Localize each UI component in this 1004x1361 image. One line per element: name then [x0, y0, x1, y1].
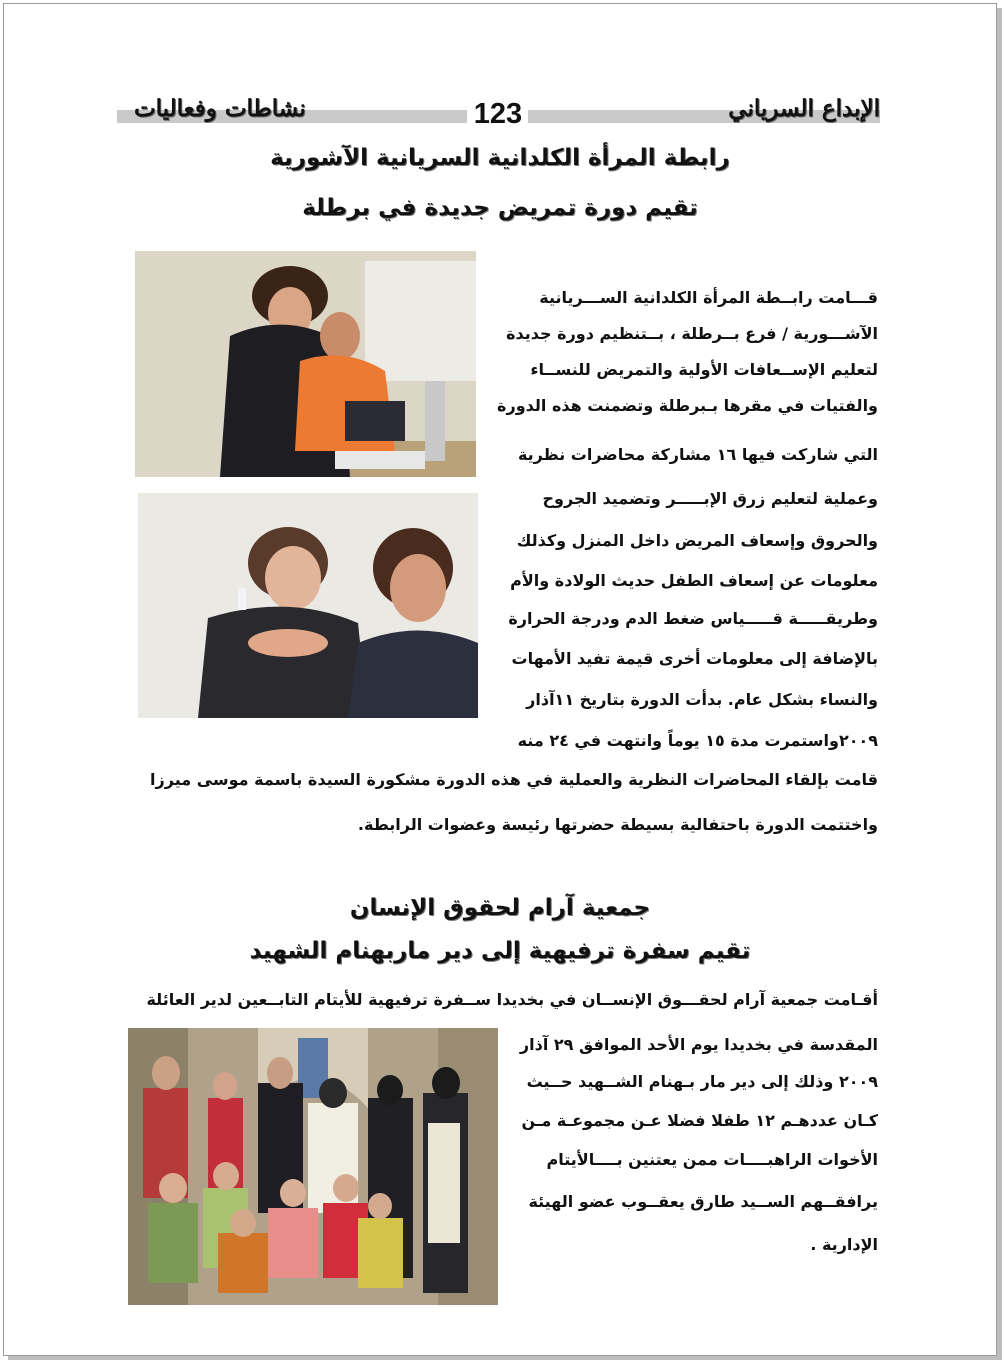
article1-title: رابطة المرأة الكلدانية السريانية الآشورية — [270, 145, 730, 171]
article1-text-line: وعملية لتعليم زرق الإبـــــر وتضميد الجروح — [542, 489, 878, 508]
article1-text-line: التي شاركت فيها ١٦ مشاركة محاضرات نظرية — [517, 445, 878, 464]
article1-text-line: قـــامت رابــطة المرأة الكلدانية الســـريانية — [539, 288, 878, 307]
article2-text-line: ٢٠٠٩ وذلك إلى دير مار بـهنام الشــهيد حــيث — [526, 1072, 878, 1091]
article2-text-line: الأخوات الراهبــــات ممن يعتنين بــــالأيتام — [546, 1150, 878, 1169]
page-number: 123 — [473, 98, 523, 130]
article1-text-line: وطريقـــــة قـــــياس ضغط الدم ودرجة الحرارة — [508, 609, 878, 628]
article2-title: جمعية آرام لحقوق الإنسان — [349, 895, 651, 921]
article1-subtitle: تقيم دورة تمريض جديدة في برطلة — [302, 195, 698, 221]
article1-text-line: والنساء بشكل عام. بدأت الدورة بتاريخ ١١آذار — [526, 690, 878, 709]
article1-text-line: والفتيات في مقرها بـبرطلة وتضمنت هذه الدورة — [497, 396, 878, 415]
section-label: نشاطات وفعاليات — [134, 95, 306, 122]
article2-text-line: المقدسة في بخديدا يوم الأحد الموافق ٢٩ آذار — [519, 1035, 878, 1054]
article2-text-line: الإدارية . — [810, 1235, 878, 1254]
article1-full-line: واختتمت الدورة باحتفالية بسيطة حضرتها رئيسة وعضوات الرابطة. — [357, 815, 878, 834]
magazine-name: الإبداع السرياني — [728, 95, 880, 122]
monastery-trip-group-photo — [128, 1028, 498, 1305]
page-shadow-right — [997, 8, 1002, 1358]
page-shadow-bottom — [8, 1356, 1002, 1360]
article1-text-line: ٢٠٠٩واستمرت مدة ١٥ يوماً وانتهت في ٢٤ منه — [517, 731, 878, 750]
article1-text-line: بالإضافة إلى معلومات أخرى قيمة تفيد الأمهات — [511, 649, 878, 668]
nursing-training-photo-2 — [138, 493, 478, 718]
article2-subtitle: تقيم سفرة ترفيهية إلى دير ماربهنام الشهيد — [249, 938, 751, 964]
article1-text-line: معلومات عن إسعاف الطفل حديث الولادة والأم — [510, 571, 878, 590]
article1-text-line: الآشـــورية / فرع بــرطلة ، بــتنظيم دورة جديدة — [506, 324, 878, 343]
article2-text-line: يرافقــهم الســيد طارق يعقــوب عضو الهيئة — [528, 1192, 878, 1211]
article1-text-line: والحروق وإسعاف المريض داخل المنزل وكذلك — [516, 531, 878, 550]
nursing-training-photo-1 — [135, 251, 476, 477]
article2-text-line: كـان عددهـم ١٢ طفلا فضلا عـن مجموعـة مـن — [521, 1111, 878, 1130]
article1-text-line: لتعليم الإســعافات الأولية والتمريض للنســاء — [530, 360, 878, 379]
article2-full-line: أقـامت جمعية آرام لحقـــوق الإنســان في بخديدا ســفرة ترفيهية للأيتام التابــعين لدير العائلة — [146, 990, 878, 1009]
article1-full-line: قامت بإلقاء المحاضرات النظرية والعملية في هذه الدورة مشكورة السيدة باسمة موسى ميرزا — [150, 770, 878, 789]
